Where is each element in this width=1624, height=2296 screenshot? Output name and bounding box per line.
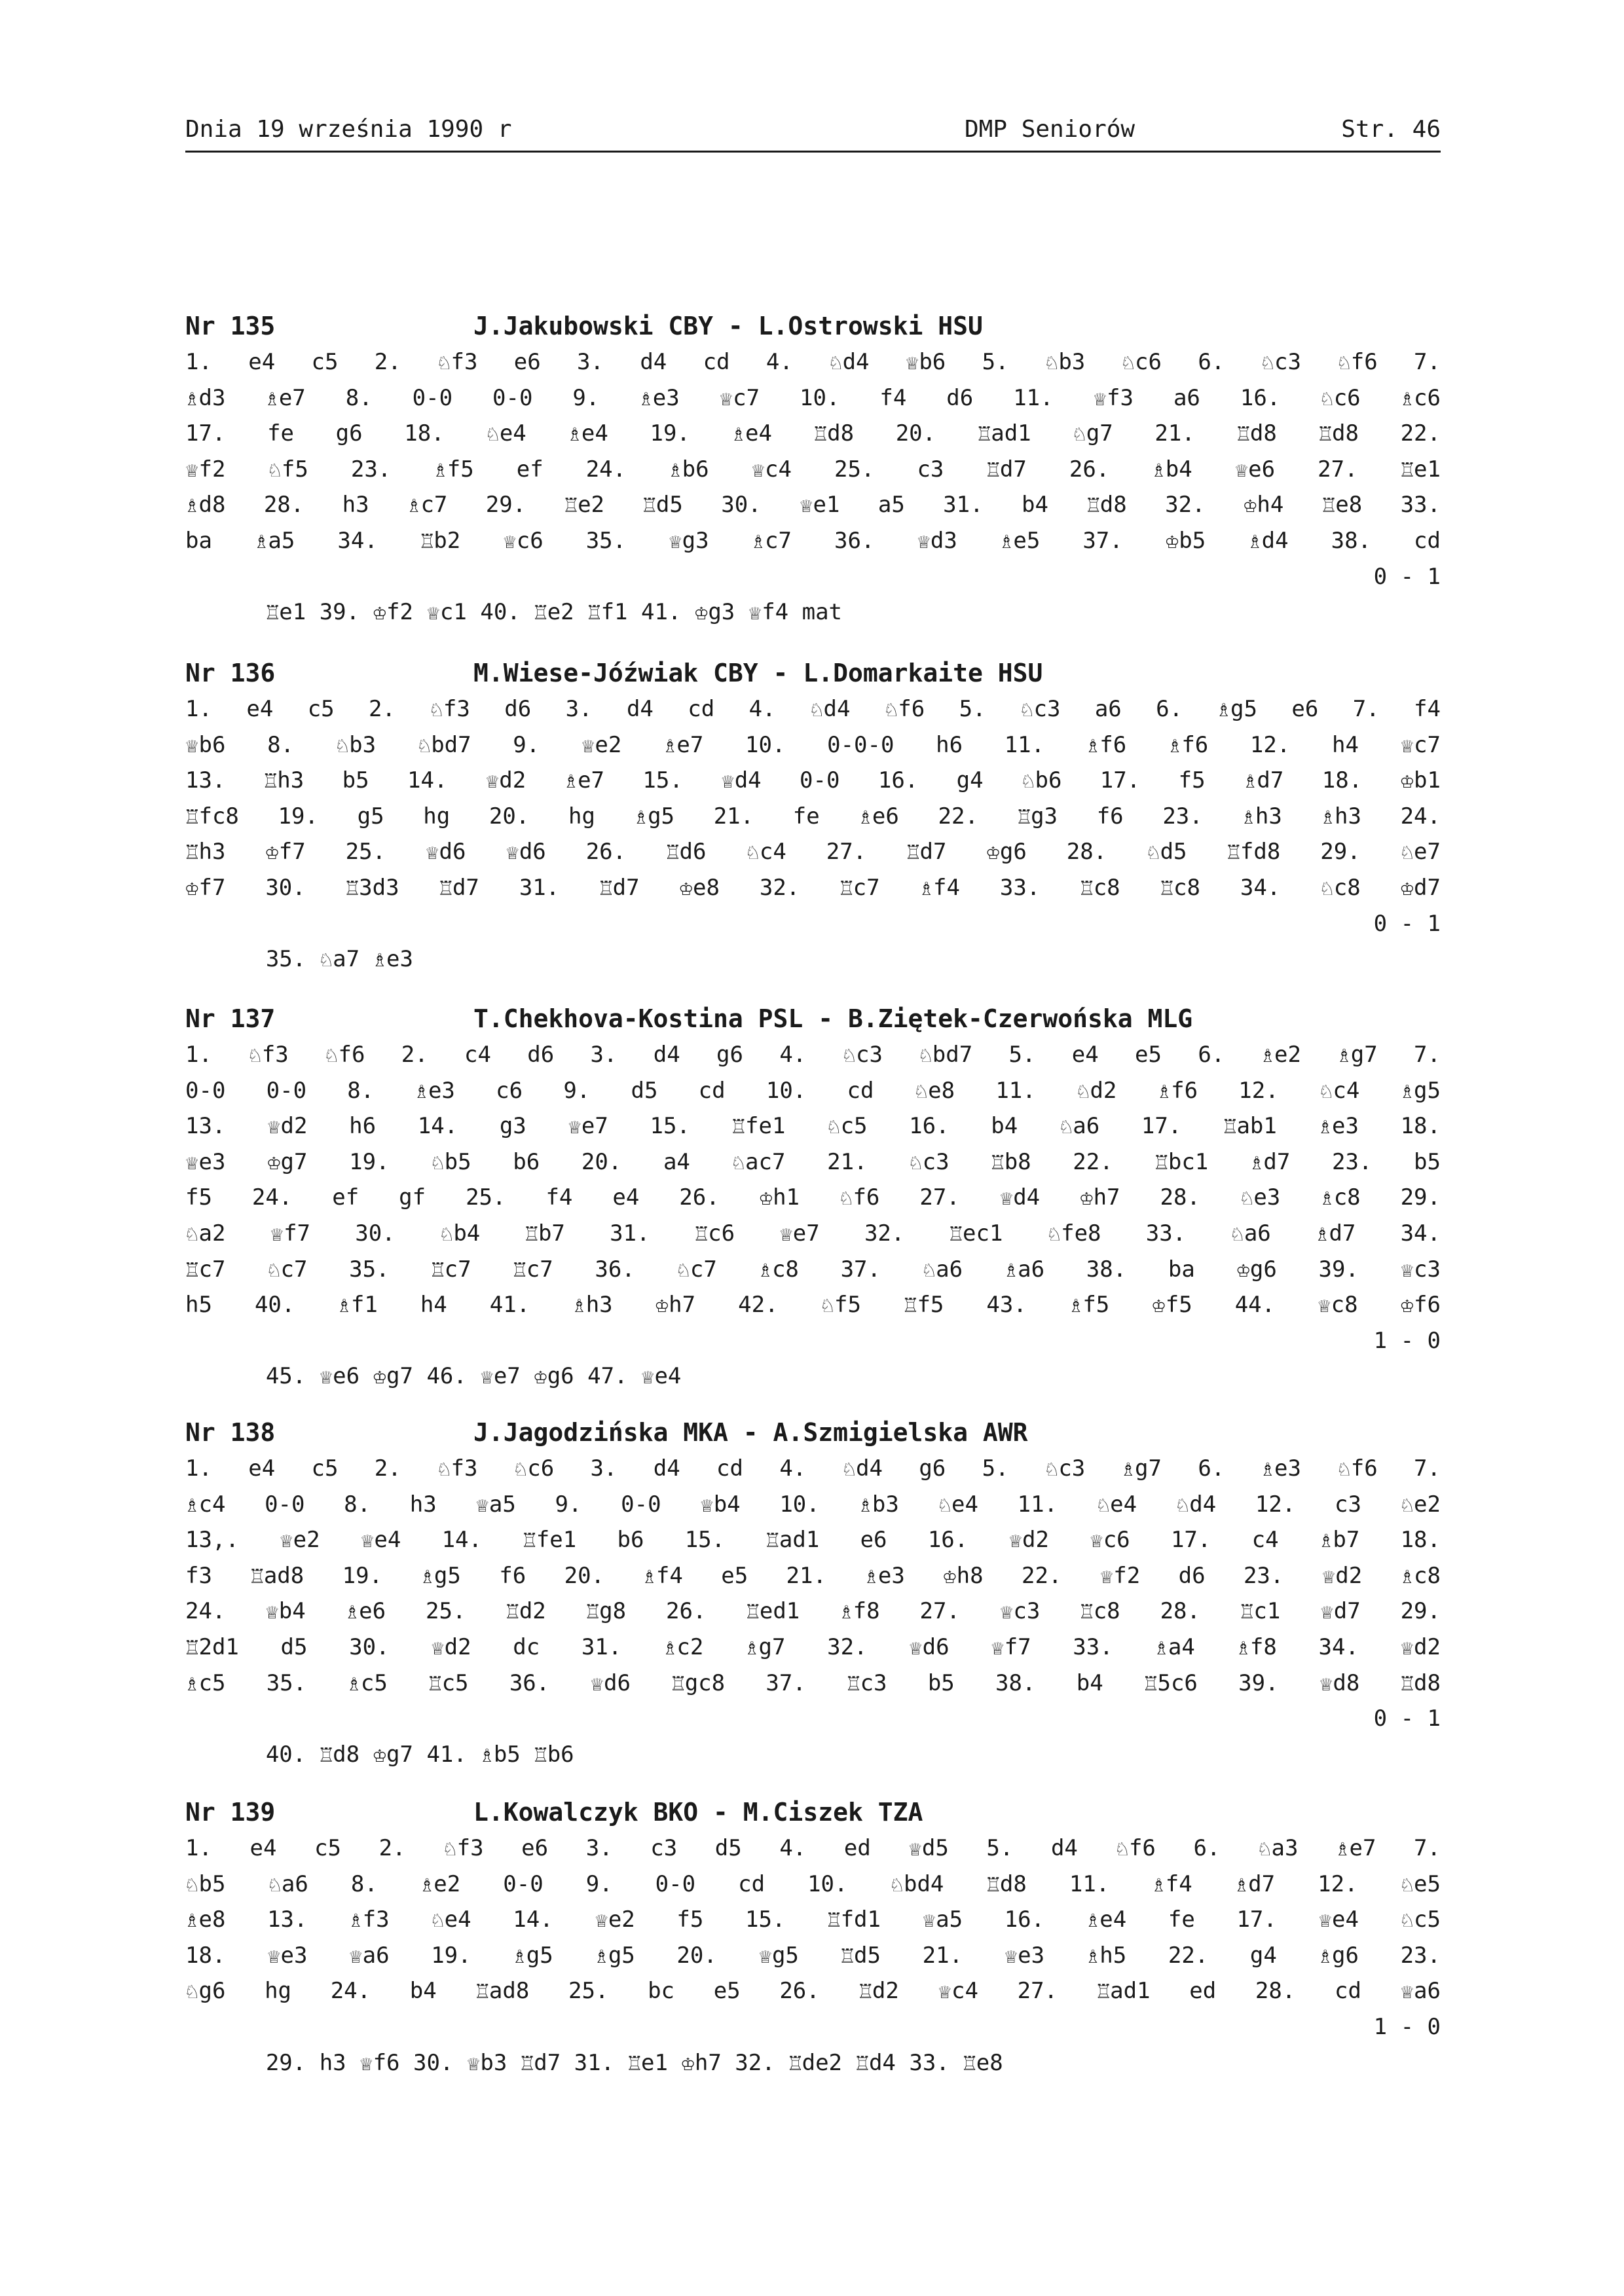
move-line: 17. fe g6 18. ♘e4 ♗e4 19. ♗e4 ♖d8 20. ♖ad1 ♘g7 21. ♖d8 ♖d8 22.	[185, 420, 1441, 447]
move-line: ♕e3 ♔g7 19. ♘b5 b6 20. a4 ♘ac7 21. ♘c3 ♖b8 22. ♖bc1 ♗d7 23. b5	[185, 1148, 1441, 1175]
game-title	[185, 308, 1441, 344]
header-event: DMP Seniorów	[965, 116, 1135, 143]
game-result: 0 - 1	[1373, 910, 1441, 937]
game-number: Nr 137	[185, 1004, 276, 1033]
move-text: 40. ♖d8 ♔g7 41. ♗b5 ♖b6	[265, 1741, 574, 1768]
move-line: 1. e4 c5 2. ♘f3 e6 3. c3 d5 4. ed ♕d5 5. d4 ♘f6 6. ♘a3 ♗e7 7.	[185, 1835, 1441, 1861]
game-moves	[185, 1037, 1441, 1390]
move-line: ♖fc8 19. g5 hg 20. hg ♗g5 21. fe ♗e6 22. ♖g3 f6 23. ♗h3 ♗h3 24.	[185, 803, 1441, 829]
move-line: ♗d8 28. h3 ♗c7 29. ♖e2 ♖d5 30. ♕e1 a5 31. b4 ♖d8 32. ♔h4 ♖e8 33.	[185, 492, 1441, 519]
move-text: ♖e1 39. ♔f2 ♕c1 40. ♖e2 ♖f1 41. ♔g3 ♕f4 mat	[265, 599, 843, 626]
move-line: ♘g6 hg 24. b4 ♖ad8 25. bc e5 26. ♖d2 ♕c4 27. ♖ad1 ed 28. cd ♕a6	[185, 1978, 1441, 2005]
move-line-last	[185, 906, 1441, 973]
game-135	[185, 308, 1441, 626]
game-number: Nr 139	[185, 1798, 276, 1827]
move-line: ♔f7 30. ♖3d3 ♖d7 31. ♖d7 ♔e8 32. ♖c7 ♗f4 33. ♖c8 ♖c8 34. ♘c8 ♔d7	[185, 874, 1441, 901]
move-line: 13. ♕d2 h6 14. g3 ♕e7 15. ♖fe1 ♘c5 16. b4 ♘a6 17. ♖ab1 ♗e3 18.	[185, 1113, 1441, 1140]
game-number: Nr 136	[185, 659, 276, 687]
move-line: ♕f2 ♘f5 23. ♗f5 ef 24. ♗b6 ♕c4 25. c3 ♖d7 26. ♗b4 ♕e6 27. ♖e1	[185, 456, 1441, 483]
move-line: 18. ♕e3 ♕a6 19. ♗g5 ♗g5 20. ♕g5 ♖d5 21. ♕e3 ♗h5 22. g4 ♗g6 23.	[185, 1942, 1441, 1969]
game-136	[185, 655, 1441, 973]
game-number: Nr 135	[185, 312, 276, 340]
game-137	[185, 1000, 1441, 1390]
move-line: ♖h3 ♔f7 25. ♕d6 ♕d6 26. ♖d6 ♘c4 27. ♖d7 ♔g6 28. ♘d5 ♖fd8 29. ♘e7	[185, 839, 1441, 866]
move-line: 1. e4 c5 2. ♘f3 ♘c6 3. d4 cd 4. ♘d4 g6 5. ♘c3 ♗g7 6. ♗e3 ♘f6 7.	[185, 1455, 1441, 1482]
move-line: ba ♗a5 34. ♖b2 ♕c6 35. ♕g3 ♗c7 36. ♕d3 ♗e5 37. ♔b5 ♗d4 38. cd	[185, 527, 1441, 554]
game-result: 1 - 0	[1373, 1327, 1441, 1354]
game-number: Nr 138	[185, 1418, 276, 1447]
move-line: 1. e4 c5 2. ♘f3 e6 3. d4 cd 4. ♘d4 ♕b6 5. ♘b3 ♘c6 6. ♘c3 ♘f6 7.	[185, 349, 1441, 375]
move-line: 0-0 0-0 8. ♗e3 c6 9. d5 cd 10. cd ♘e8 11. ♘d2 ♗f6 12. ♘c4 ♗g5	[185, 1077, 1441, 1104]
move-line-last	[185, 1701, 1441, 1768]
game-139	[185, 1794, 1441, 2076]
move-line: ♕b6 8. ♘b3 ♘bd7 9. ♕e2 ♗e7 10. 0-0-0 h6 11. ♗f6 ♗f6 12. h4 ♕c7	[185, 731, 1441, 758]
move-line: ♖c7 ♘c7 35. ♖c7 ♖c7 36. ♘c7 ♗c8 37. ♘a6 ♗a6 38. ba ♔g6 39. ♕c3	[185, 1256, 1441, 1283]
game-players: M.Wiese-Jóźwiak CBY - L.Domarkaite HSU	[473, 659, 1043, 687]
move-line: f3 ♖ad8 19. ♗g5 f6 20. ♗f4 e5 21. ♗e3 ♔h8 22. ♕f2 d6 23. ♕d2 ♗c8	[185, 1562, 1441, 1589]
move-line: ♗c5 35. ♗c5 ♖c5 36. ♕d6 ♖gc8 37. ♖c3 b5 38. b4 ♖5c6 39. ♕d8 ♖d8	[185, 1669, 1441, 1696]
move-line: 13. ♖h3 b5 14. ♕d2 ♗e7 15. ♕d4 0-0 16. g4 ♘b6 17. f5 ♗d7 18. ♔b1	[185, 767, 1441, 794]
move-line: 13,. ♕e2 ♕e4 14. ♖fe1 b6 15. ♖ad1 e6 16. ♕d2 ♕c6 17. c4 ♗b7 18.	[185, 1527, 1441, 1554]
game-players: T.Chekhova-Kostina PSL - B.Ziętek-Czerwońska MLG	[473, 1004, 1193, 1033]
move-line: ♖2d1 d5 30. ♕d2 dc 31. ♗c2 ♗g7 32. ♕d6 ♕f7 33. ♗a4 ♗f8 34. ♕d2	[185, 1633, 1441, 1660]
game-title	[185, 1000, 1441, 1037]
game-result: 1 - 0	[1373, 2013, 1441, 2040]
move-line: f5 24. ef gf 25. f4 e4 26. ♔h1 ♘f6 27. ♕d4 ♔h7 28. ♘e3 ♗c8 29.	[185, 1184, 1441, 1211]
game-players: J.Jagodzińska MKA - A.Szmigielska AWR	[473, 1418, 1028, 1447]
page-header	[185, 111, 1441, 153]
move-line: 24. ♕b4 ♗e6 25. ♖d2 ♖g8 26. ♖ed1 ♗f8 27. ♕c3 ♖c8 28. ♖c1 ♕d7 29.	[185, 1598, 1441, 1625]
game-result: 0 - 1	[1373, 563, 1441, 590]
move-text: 35. ♘a7 ♗e3	[265, 946, 413, 973]
game-moves	[185, 1451, 1441, 1768]
game-players: L.Kowalczyk BKO - M.Ciszek TZA	[473, 1798, 923, 1827]
move-text: 45. ♕e6 ♔g7 46. ♕e7 ♔g6 47. ♕e4	[265, 1363, 682, 1390]
move-line: 1. ♘f3 ♘f6 2. c4 d6 3. d4 g6 4. ♘c3 ♘bd7 5. e4 e5 6. ♗e2 ♗g7 7.	[185, 1042, 1441, 1068]
move-line: h5 40. ♗f1 h4 41. ♗h3 ♔h7 42. ♘f5 ♖f5 43. ♗f5 ♔f5 44. ♕c8 ♔f6	[185, 1292, 1441, 1319]
move-line: ♘b5 ♘a6 8. ♗e2 0-0 9. 0-0 cd 10. ♘bd4 ♖d8 11. ♗f4 ♗d7 12. ♘e5	[185, 1870, 1441, 1897]
game-players: J.Jakubowski CBY - L.Ostrowski HSU	[473, 312, 983, 340]
header-page-number: Str. 46	[1341, 116, 1441, 143]
game-moves	[185, 1831, 1441, 2076]
game-title	[185, 1794, 1441, 1831]
game-moves	[185, 344, 1441, 626]
game-result: 0 - 1	[1373, 1705, 1441, 1732]
game-moves	[185, 691, 1441, 973]
move-line: ♘a2 ♕f7 30. ♘b4 ♖b7 31. ♖c6 ♕e7 32. ♖ec1 ♘fe8 33. ♘a6 ♗d7 34.	[185, 1220, 1441, 1247]
move-line: 1. e4 c5 2. ♘f3 d6 3. d4 cd 4. ♘d4 ♘f6 5. ♘c3 a6 6. ♗g5 e6 7. f4	[185, 696, 1441, 722]
move-line: ♗c4 0-0 8. h3 ♕a5 9. 0-0 ♕b4 10. ♗b3 ♘e4 11. ♘e4 ♘d4 12. c3 ♘e2	[185, 1491, 1441, 1518]
move-line-last	[185, 559, 1441, 626]
move-line: ♗d3 ♗e7 8. 0-0 0-0 9. ♗e3 ♕c7 10. f4 d6 11. ♕f3 a6 16. ♘c6 ♗c6	[185, 384, 1441, 411]
move-line-last	[185, 2009, 1441, 2076]
game-title	[185, 1414, 1441, 1451]
header-date: Dnia 19 września 1990 r	[185, 116, 512, 143]
move-line-last	[185, 1323, 1441, 1390]
game-138	[185, 1414, 1441, 1768]
move-line: ♗e8 13. ♗f3 ♘e4 14. ♕e2 f5 15. ♖fd1 ♕a5 16. ♗e4 fe 17. ♕e4 ♘c5	[185, 1906, 1441, 1933]
move-text: 29. h3 ♕f6 30. ♕b3 ♖d7 31. ♖e1 ♔h7 32. ♖de2 ♖d4 33. ♖e8	[265, 2049, 1003, 2076]
game-title	[185, 655, 1441, 691]
